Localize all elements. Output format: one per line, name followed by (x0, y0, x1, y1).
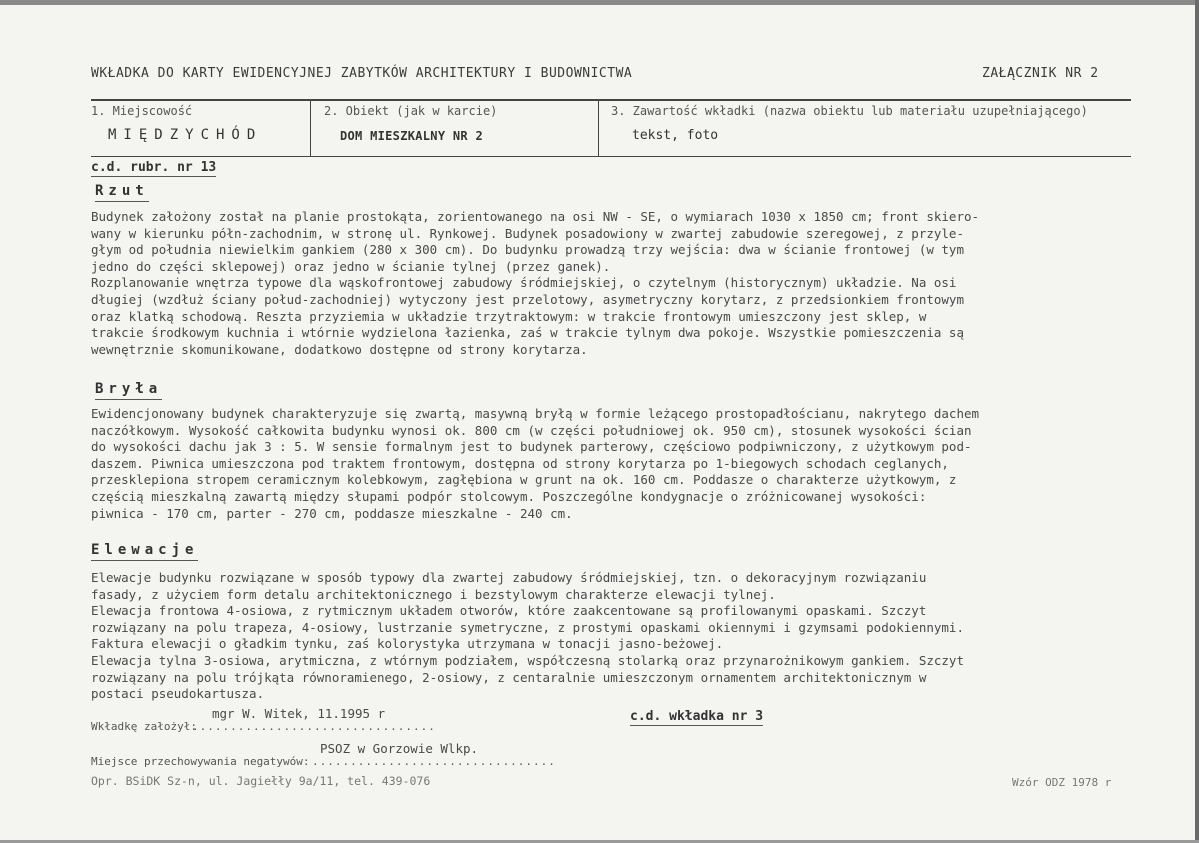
scan-border-right (1195, 0, 1199, 843)
section-text-elewacje: Elewacje budynku rozwiązane w sposób typowy dla zwartej zabudowy śródmiejskiej, tzn. o dekoracyjnym rozwiązaniu fasady, z użyciem form detalu architektonicznego i bezstylowym charakterze elewacji tylnej. Elewacja frontowa 4-osiowa, z rytmicznym układem otworów, które zaakcentowane są profilowanymi opaskami. Szczyt rozwiązany na polu trapeza, 4-osiowy, lustrzanie symetryczne, z prostymi opaskami okiennymi i gzymsami podokiennymi. Faktura elewacji o gładkim tynku, zaś kolorystyka utrzymana w tonacji jasno-beżowej. Elewacja tylna 3-osiowa, arytmiczna, z wtórnym podziałem, współczesną stolarką oraz przynarożnikowym gankiem. Szczyt rozwiązany na polu trójkąta równoramienego, 2-osiowy, z centaralnie umieszczonym ornamentem architektonicznym w postaci pseudokartusza. (91, 570, 964, 702)
form-template-id: Wzór ODZ 1978 r (1012, 776, 1112, 789)
table-top-rule (91, 99, 1131, 101)
section-text-bryla: Ewidencjonowany budynek charakteryzuje się zwartą, masywną bryłą w formie leżącego prostopadłościanu, nakrytego dachem naczółkowym. Wysokość całkowita budynku wynosi ok. 800 cm (w części południowej ok. 950 cm), stosunek wysokości ścian do wysokości dachu jak 3 : 5. W sensie formalnym jest to budynek parterowy, częściowo podpiwniczony, z użytkowym pod- daszem. Piwnica umieszczona pod traktem frontowym, dostępna od strony korytarza po 1-biegowych schodach ceglanych, przesklepiona stropem ceramicznym kolebkowym, zagłębiona w grunt na ok. 160 cm. Poddasze o charakterze użytkowym, z częścią mieszkalną zawartą między słupami podpór stolcowym. Poszczególne kondygnacje o zróżnicowanej wysokości: piwnica - 170 cm, parter - 270 cm, poddasze mieszkalne - 240 cm. (91, 406, 980, 521)
prepared-by-value: mgr W. Witek, 11.1995 r (212, 706, 386, 721)
place-label: 1. Miejscowość (91, 104, 193, 118)
prepared-by-label: Wkładkę założył: (91, 720, 197, 733)
object-label: 2. Obiekt (jak w karcie) (324, 104, 498, 118)
annex-number: ZAŁĄCZNIK NR 2 (982, 66, 1099, 81)
content-value: tekst, foto (632, 128, 719, 143)
section-heading-bryla: Bryła (95, 381, 162, 400)
continuation-insert: c.d. wkładka nr 3 (630, 709, 764, 724)
table-bottom-rule (91, 156, 1131, 157)
place-value: MIĘDZYCHÓD (108, 127, 263, 143)
section-text-rzut: Budynek założony został na planie prostokąta, zorientowanego na osi NW - SE, o wymiarach 1030 x 1850 cm; front skiero- wany w kierunku półn-zachodnim, w stronę ul. Rynkowej. Budynek posadowiony w zwartej zabudowie szeregowej, z przyle- głym od południa niewielkim gankiem (280 x 300 cm). Do budynku prowadzą trzy wejścia: dwa w ścianie frontowej (w tym jedno do części sklepowej) oraz jedno w ścianie tylnej (przez ganek). Rozplanowanie wnętrza typowe dla wąskofrontowej zabudowy śródmiejskiej, o czytelnym (historycznym) układzie. Na osi długiej (wzdłuż ściany połud-zachodniej) wytyczony jest przelotowy, asymetryczny korytarz, z przedsionkiem frontowym oraz klatką schodową. Reszta przyziemia w układzie trzytraktowym: w trakcie frontowym umieszczony jest sklep, w trakcie środkowym kuchnia i wtórnie wydzielona łazienka, zaś w trakcie tylnym dwa pokoje. Wszystkie pomieszczenia są wewnętrznie skomunikowane, dodatkowo dostępne od strony korytarza. (91, 209, 980, 357)
content-label: 3. Zawartość wkładki (nazwa obiektu lub materiału uzupełniającego) (611, 104, 1088, 118)
storage-place-label: Miejsce przechowywania negatywów: (91, 755, 310, 768)
scan-border-top (0, 0, 1199, 5)
printer-imprint: Opr. BSiDK Sz-n, ul. Jagiełły 9a/11, tel. 439-076 (91, 774, 431, 788)
storage-place-dotted-line: ................................ (312, 755, 556, 768)
prepared-by-dotted-line: ................................ (192, 720, 436, 733)
storage-place-value: PSOZ w Gorzowie Wlkp. (320, 741, 479, 756)
object-value: DOM MIESZKALNY NR 2 (340, 129, 483, 143)
form-title: WKŁADKA DO KARTY EWIDENCYJNEJ ZABYTKÓW ARCHITEKTURY I BUDOWNICTWA (91, 66, 633, 81)
section-heading-elewacje: Elewacje (91, 542, 198, 561)
table-divider-1 (310, 100, 311, 156)
table-divider-2 (598, 100, 599, 156)
continuation-rubric: c.d. rubr. nr 13 (91, 160, 217, 175)
section-heading-rzut: Rzut (95, 183, 149, 202)
